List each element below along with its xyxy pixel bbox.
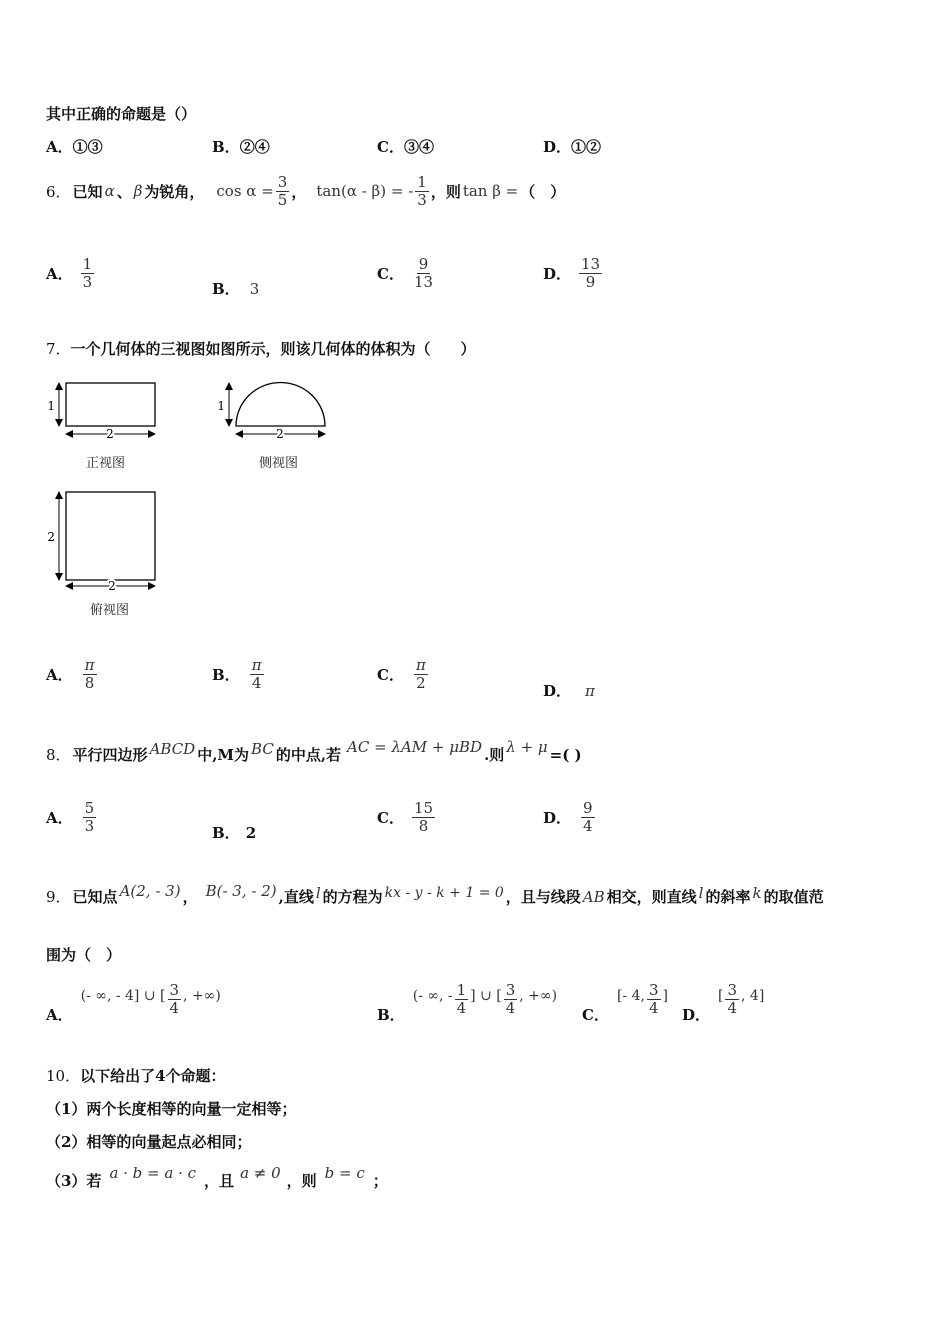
side-dim-2: 2 [276, 427, 284, 441]
intro-prompt: 其中正确的命题是（） [46, 105, 197, 123]
q8-stem: 8． 平行四边形 ABCD 中,M为 BC 的中点,若 AC = λAM + μBD .则 λ + μ =( ) [46, 737, 582, 764]
q6-option-c: C． $\frac{9}{13}$ [377, 255, 434, 291]
q9-option-c: C． [- 4, $\frac{3}{4}$ ] [582, 981, 668, 1024]
q9-option-b: B． (- ∞, - $\frac{1}{4}$ ] ∪ [ $\frac{3}{4}$ , +∞) [377, 981, 558, 1024]
q10-statement-2: （2）相等的向量起点必相同； [46, 1133, 252, 1151]
q7-option-b: B． $\frac{\pi}{4}$ [212, 656, 262, 692]
q10-stem: 10．以下给出了4个命题： [46, 1067, 226, 1085]
q10-statement-3: （3）若 a · b = a · c ，且 a ≠ 0 ，则 b = c ； [46, 1163, 388, 1190]
intro-option-b: B．②④ [212, 138, 270, 156]
q7-option-c: C． $\frac{\pi}{2}$ [377, 656, 426, 692]
side-view-semicircle [236, 383, 325, 426]
front-view-caption: 正视图 [86, 456, 126, 471]
top-view-rect [66, 492, 155, 580]
q7-stem: 7．一个几何体的三视图如图所示，则该几何体的体积为（ ） [46, 340, 476, 358]
q6-option-d: D． $\frac{13}{9}$ [543, 255, 601, 291]
front-dim-1: 1 [47, 399, 55, 413]
intro-option-a: A．①③ [46, 138, 103, 156]
q7-option-a: A． $\frac{\pi}{8}$ [46, 656, 95, 692]
q8-option-c: C． $\frac{15}{8}$ [377, 799, 434, 835]
front-dim-2: 2 [106, 427, 114, 441]
q9-stem-line2: 围为（ ） [46, 946, 122, 964]
q9-option-a: A． (- ∞, - 4] ∪ [ $\frac{3}{4}$ , +∞) [46, 981, 221, 1024]
three-view-figure [40, 374, 360, 624]
q6-option-b: B． 3 [212, 279, 260, 298]
q10-statement-1: （1）两个长度相等的向量一定相等； [46, 1100, 297, 1118]
top-dim-2-horizontal: 2 [108, 579, 116, 593]
q8-option-b: B． 2 [212, 824, 257, 842]
q6-option-a: A． $\frac{1}{3}$ [46, 255, 93, 291]
top-view-caption: 俯视图 [90, 603, 130, 618]
intro-option-c: C．③④ [377, 138, 434, 156]
side-dim-1: 1 [217, 399, 225, 413]
q8-option-a: A． $\frac{5}{3}$ [46, 799, 95, 835]
q8-option-d: D． $\frac{9}{4}$ [543, 799, 593, 835]
q6-stem: 6． 已知 α 、 β 为锐角， cos α = $\frac{3}{5}$ ， tan(α - β) = - $\frac{1}{3}$ ，则 tan β = （ ） [46, 173, 566, 209]
q7-option-d: D． π [543, 681, 595, 700]
q9-option-d: D． [ $\frac{3}{4}$ , 4] [682, 981, 765, 1024]
q9-stem: 9． 已知点 A(2, - 3) ， B(- 3, - 2) ,直线 l 的方程为 kx - y - k + 1 = 0 ，且与线段 AB 相交，则直线 l 的斜率 k 的取值范 [46, 881, 824, 906]
side-view-caption: 侧视图 [259, 456, 299, 471]
intro-option-d: D．①② [543, 138, 602, 156]
top-dim-2-vertical: 2 [47, 530, 55, 544]
front-view-rect [66, 383, 155, 426]
